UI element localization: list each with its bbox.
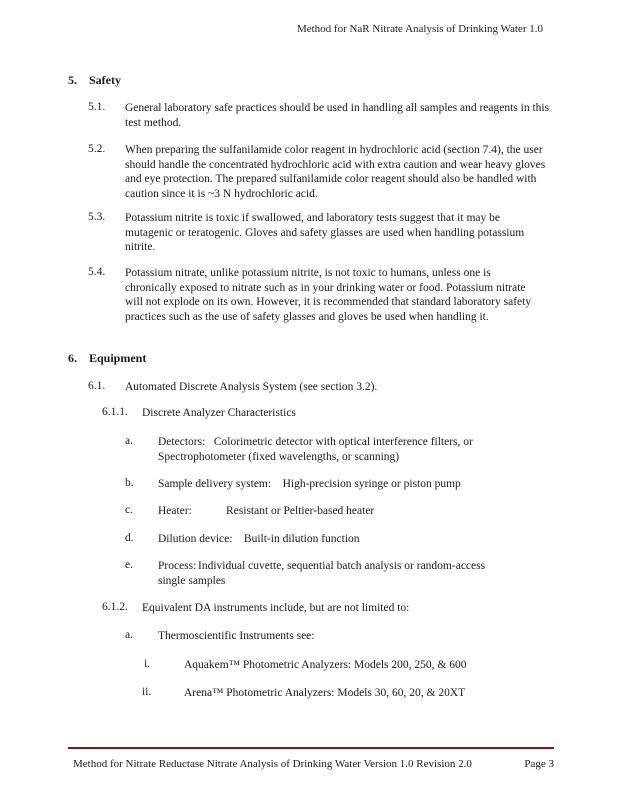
item-number: 6.1.2. (102, 601, 128, 613)
paragraph-5-4: Potassium nitrate, unlike potassium nitrite, is not toxic to humans, unless one is chronically exposed to nitrate such as in your drinking water or food. Potassium nitrate will not explode on its own. However, it is recommended that standard laboratory safety practices such as the use of safety glasses and gloves be used when handling it. (125, 267, 532, 323)
characteristic-value: Individual cuvette, sequential batch analysis or random-access (198, 560, 486, 572)
paragraph-5-2: When preparing the sulfanilamide color reagent in hydrochloric acid (section 7.4), the user should handle the concentrated hydrochloric acid with extra caution and wear heavy gloves and eye protection. The prepared sulfanilamide color reagent should also be handled with caution since it is ~3 N hydrochloric acid. (125, 144, 546, 200)
item-number: 6.1. (88, 380, 106, 392)
list-roman: i. (144, 658, 151, 670)
paragraph-5-3: Potassium nitrite is toxic if swallowed, and laboratory tests suggest that it may be mutagenic or teratogenic. Gloves and safety glasses are used when handling potassium nitrite. (125, 212, 525, 254)
characteristic-value: Built-in dilution function (243, 533, 360, 545)
model-aquakem: Aquakem™ Photometric Analyzers: Models 200, 250, & 600 (184, 659, 467, 671)
characteristic-detectors (158, 435, 538, 464)
characteristic-value: Colorimetric detector with optical interference filters, or (213, 436, 473, 448)
instruments-heading: Thermoscientific Instruments see: (158, 630, 315, 642)
section-number: 6. (68, 351, 77, 365)
section-5-heading (68, 73, 121, 88)
page-header: Method for NaR Nitrate Analysis of Drinking Water 1.0 (296, 23, 543, 35)
characteristic-value: Resistant or Peltier-based heater (226, 505, 375, 517)
paragraph-6-1-2: Equivalent DA instruments include, but are not limited to: (142, 602, 410, 614)
characteristic-process (158, 559, 538, 588)
paragraph-5-1: General laboratory safe practices should be used in handling all samples and reagents in this test method. (125, 102, 550, 129)
item-number: 5.4. (88, 266, 106, 278)
item-number: 5.3. (88, 211, 106, 223)
list-roman: ii. (142, 686, 152, 698)
footer-rule (68, 747, 554, 749)
characteristic-value-continued: single samples (158, 574, 226, 587)
section-6-heading (68, 351, 146, 366)
characteristic-label: Detectors: (158, 436, 206, 448)
list-letter: e. (125, 559, 133, 571)
list-letter: c. (125, 504, 133, 516)
characteristic-value-continued: Spectrophotometer (fixed wavelengths, or scanning) (158, 450, 400, 463)
characteristic-label: Heater: (158, 505, 192, 517)
characteristic-value: High-precision syringe or piston pump (282, 478, 461, 490)
paragraph-6-1: Automated Discrete Analysis System (see section 3.2). (125, 381, 378, 393)
item-number: 6.1.1. (102, 406, 128, 418)
list-letter: b. (125, 477, 134, 489)
item-number: 5.1. (88, 101, 106, 113)
footer-title: Method for Nitrate Reductase Nitrate Analysis of Drinking Water Version 1.0 Revision 2.0 (73, 758, 472, 770)
paragraph-6-1-1: Discrete Analyzer Characteristics (142, 407, 296, 419)
list-letter: a. (125, 435, 133, 447)
page-number: Page 3 (524, 758, 554, 770)
section-title: Safety (89, 73, 121, 87)
characteristic-label: Process: (158, 560, 197, 572)
characteristic-dilution (158, 532, 538, 547)
model-arena: Arena™ Photometric Analyzers: Models 30, 60, 20, & 20XT (184, 687, 466, 699)
characteristic-label: Sample delivery system: (158, 478, 272, 490)
characteristic-heater (158, 504, 538, 519)
characteristic-label: Dilution device: (158, 533, 233, 545)
item-number: 5.2. (88, 143, 106, 155)
section-title: Equipment (89, 351, 147, 365)
list-letter: d. (125, 532, 134, 544)
section-number: 5. (68, 73, 77, 87)
list-letter: a. (125, 629, 133, 641)
characteristic-sample-delivery (158, 477, 538, 492)
